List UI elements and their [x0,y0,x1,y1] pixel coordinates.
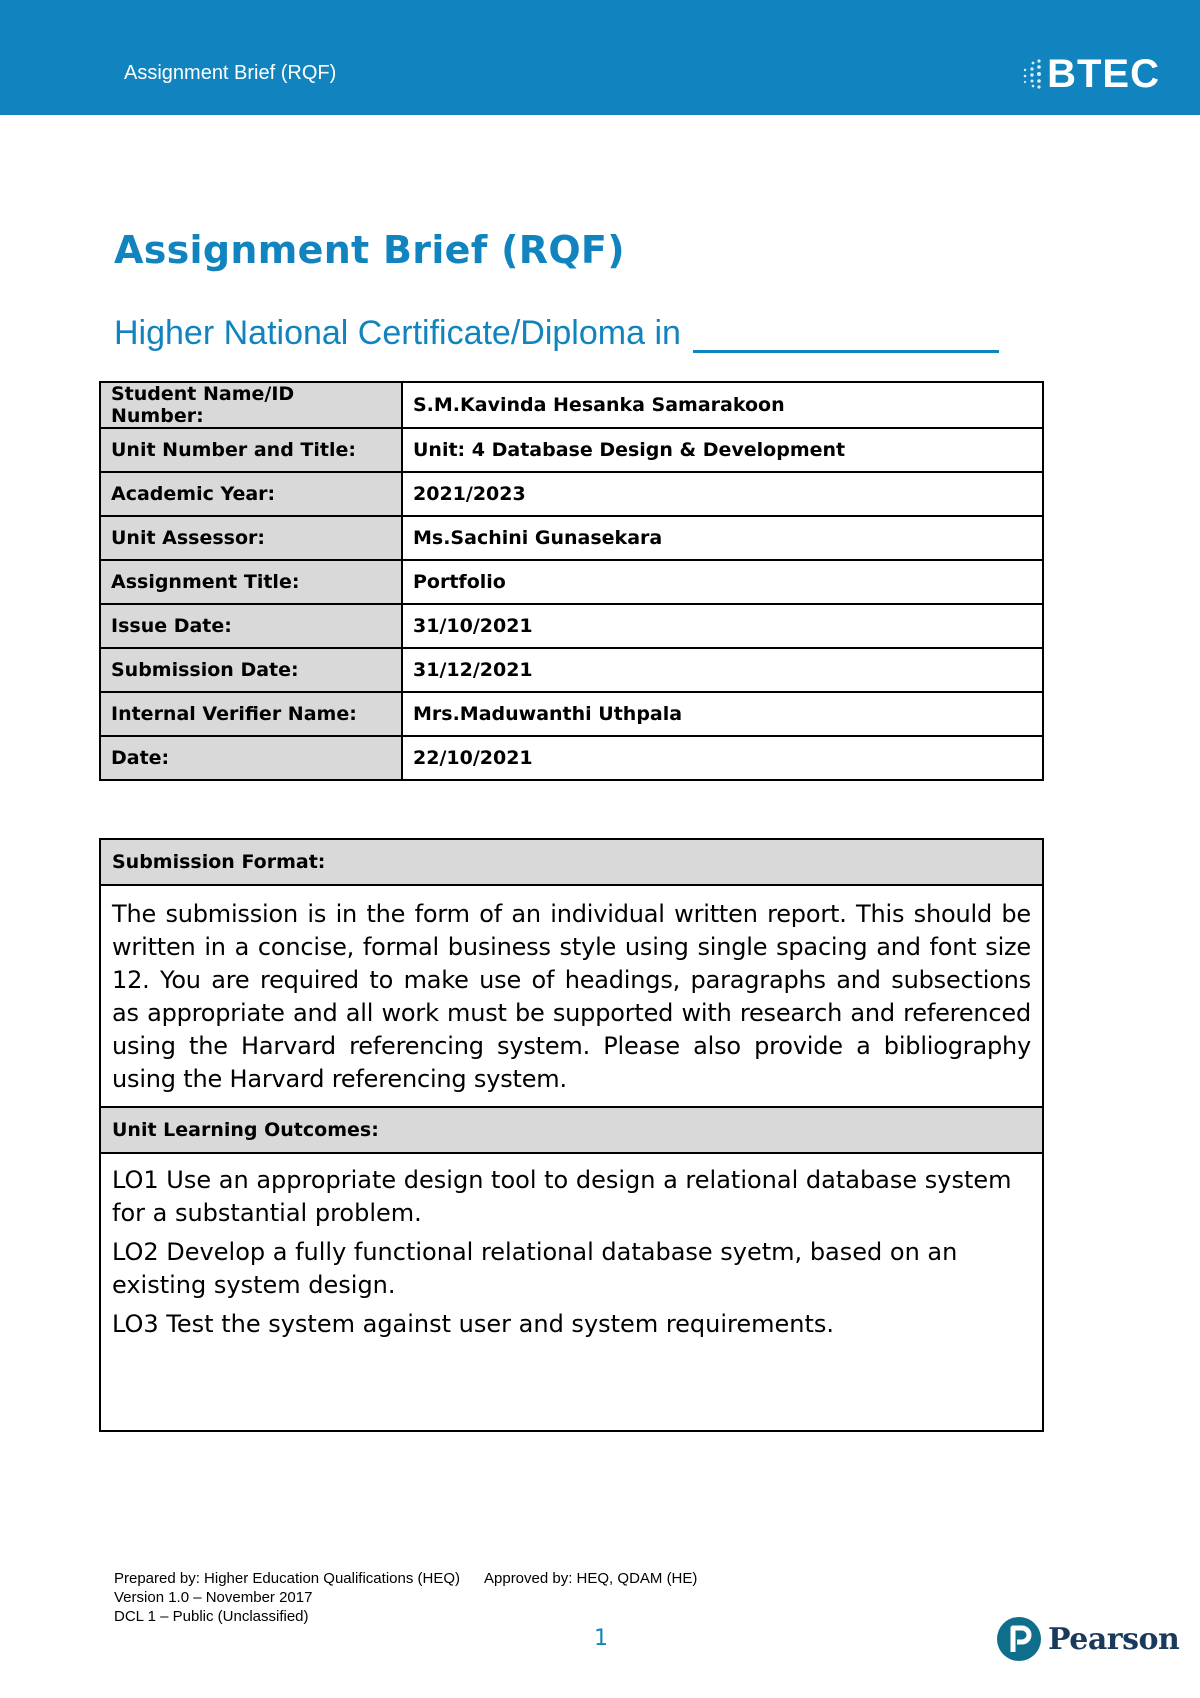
row-value: Portfolio [402,560,1043,604]
row-label: Unit Number and Title: [100,428,402,472]
qualification-line [114,314,999,353]
row-label: Issue Date: [100,604,402,648]
learning-outcomes-list [101,1154,1042,1430]
table-row [100,428,1043,472]
btec-logo-text: BTEC [1047,52,1160,96]
submission-format-heading: Submission Format: [101,838,1042,886]
table-row [100,736,1043,780]
learning-outcome-item: LO1 Use an appropriate design tool to design a relational database system for a substantial problem. [112,1166,1012,1227]
pearson-logo-text: Pearson [1048,1621,1180,1657]
table-row [100,516,1043,560]
row-label: Unit Assessor: [100,516,402,560]
page-title: Assignment Brief (RQF) [114,228,625,272]
version-line: Version 1.0 – November 2017 [114,1589,313,1606]
header-title: Assignment Brief (RQF) [124,62,337,84]
table-row [100,648,1043,692]
row-value: Ms.Sachini Gunasekara [402,516,1043,560]
row-value: 31/12/2021 [402,648,1043,692]
submission-format-body: The submission is in the form of an individual written report. This should be written in a concise, formal business style using single spacing and font size 12. You are required to make use of headings, paragraphs and subsections as appropriate and all work must be supported with research and referenced using the Harvard referencing system. Please also provide a bibliography using the Harvard referencing system. [112,900,1031,1093]
row-label: Student Name/ID Number: [100,382,402,428]
row-value: 2021/2023 [402,472,1043,516]
prepared-by: Prepared by: Higher Education Qualifications (HEQ) [114,1570,460,1587]
row-label: Submission Date: [100,648,402,692]
row-label: Academic Year: [100,472,402,516]
row-value: 31/10/2021 [402,604,1043,648]
pearson-logo [996,1616,1179,1662]
table-row [100,472,1043,516]
table-row [100,382,1043,428]
classification-line: DCL 1 – Public (Unclassified) [114,1608,309,1625]
learning-outcome-item: LO2 Develop a fully functional relational database syetm, based on an existing system design. [112,1238,958,1299]
btec-logo [1021,52,1160,96]
learning-outcome-item: LO3 Test the system against user and system requirements. [112,1310,835,1338]
table-row [100,560,1043,604]
row-value: Unit: 4 Database Design & Development [402,428,1043,472]
approved-by: Approved by: HEQ, QDAM (HE) [484,1570,698,1587]
table-row [100,604,1043,648]
page-number: 1 [594,1626,608,1651]
learning-outcomes-heading: Unit Learning Outcomes: [101,1106,1042,1154]
footer-approval-row [114,1569,697,1588]
header-band [0,0,1200,115]
submission-box [99,838,1044,1432]
footer-meta [114,1569,697,1626]
row-value: 22/10/2021 [402,736,1043,780]
table-row [100,692,1043,736]
row-value: S.M.Kavinda Hesanka Samarakoon [402,382,1043,428]
row-label: Date: [100,736,402,780]
row-value: Mrs.Maduwanthi Uthpala [402,692,1043,736]
qualification-label: Higher National Certificate/Diploma in [114,314,681,352]
row-label: Assignment Title: [100,560,402,604]
row-label: Internal Verifier Name: [100,692,402,736]
btec-dots-icon [1021,58,1043,90]
qualification-blank-field [693,316,999,353]
assignment-info-table [99,381,1044,781]
pearson-p-icon [996,1616,1042,1662]
